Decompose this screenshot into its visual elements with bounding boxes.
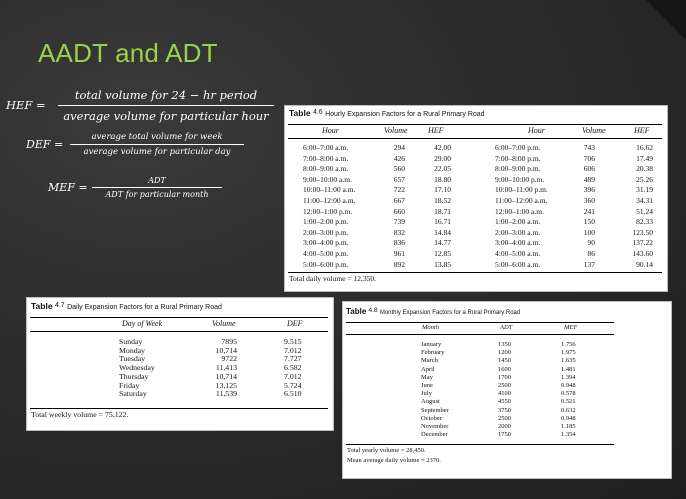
volume-cell: 137 <box>583 259 595 269</box>
header-hour: Hour <box>322 126 339 135</box>
volume-cell: 241 <box>583 206 595 216</box>
mef-fraction-bar <box>92 187 222 188</box>
month-column <box>421 341 449 439</box>
hef-cell: 18.52 <box>434 195 451 205</box>
mef-cell: 0.521 <box>561 398 576 406</box>
def-formula <box>26 132 256 166</box>
slide-title: AADT and ADT <box>38 38 218 68</box>
daily-table-label: Table <box>31 301 53 311</box>
hourly-table-label: Table <box>289 108 311 118</box>
hour-cell: 7:00–8:00 a.m. <box>303 153 349 163</box>
month-mef-column <box>561 341 576 439</box>
volume-cell: 396 <box>583 185 595 195</box>
hour-cell: 3:00–4:00 a.m. <box>495 238 541 248</box>
hour-cell: 6:00–7:00 a.m. <box>303 143 349 152</box>
hour-cell: 6:00–7:00 p.m. <box>495 143 541 152</box>
day-cell: Wednesday <box>119 363 155 373</box>
hef-cell: 20.38 <box>636 164 653 174</box>
day-column <box>119 338 155 399</box>
daily-table-caption <box>31 301 222 311</box>
hef-cell: 51.24 <box>636 206 653 216</box>
header-def: DEF <box>287 319 303 328</box>
header-day-of-week: Day of Week <box>122 319 163 328</box>
volume-cell: 606 <box>583 164 595 174</box>
adt-cell: 1700 <box>498 373 511 381</box>
month-cell: June <box>421 382 433 390</box>
volume-cell: 667 <box>393 195 405 205</box>
def-numerator: average total volume for week <box>91 132 223 142</box>
adt-cell: 1750 <box>498 431 511 439</box>
volume-cell: 836 <box>393 238 405 248</box>
volume-cell: 90 <box>587 238 595 248</box>
volume-cell: 10,714 <box>215 345 237 355</box>
volume-cell: 660 <box>393 206 405 216</box>
volume-cell: 13,125 <box>215 380 237 390</box>
daily-table-number: 4.7 <box>54 302 65 309</box>
mef-fraction <box>92 176 222 199</box>
def-denominator: average volume for particular day <box>83 147 231 157</box>
mef-cell: 1.975 <box>561 349 576 357</box>
volume-cell: 100 <box>583 227 595 237</box>
hourly-expansion-table <box>284 105 668 292</box>
mef-cell: 1.756 <box>561 341 576 348</box>
hef-cell: 17.49 <box>636 153 653 163</box>
adt-cell: 2500 <box>498 382 511 390</box>
month-cell: November <box>421 423 449 431</box>
def-cell: 7.012 <box>284 345 302 355</box>
hef-denominator: average volume for particular hour <box>63 109 269 123</box>
monthly-table-label: Table <box>346 307 367 316</box>
volume-cell: 489 <box>583 174 595 184</box>
monthly-table-header <box>346 322 614 335</box>
hef-cell: 90.14 <box>636 259 653 269</box>
month-cell: May <box>421 373 433 381</box>
volume-cell: 360 <box>583 195 595 205</box>
hef-cell: 13.85 <box>434 259 451 269</box>
hour-cell: 3:00–4:00 p.m. <box>303 238 349 248</box>
month-cell: September <box>421 406 449 414</box>
month-cell: August <box>421 398 440 406</box>
hef-cell: 18.80 <box>434 174 451 184</box>
adt-cell: 1450 <box>498 357 511 365</box>
mef-formula <box>48 176 238 206</box>
mef-cell: 0.632 <box>561 406 576 414</box>
daily-table-title: Daily Expansion Factors for a Rural Primary Road <box>67 304 222 311</box>
pm-hour-column <box>495 143 548 270</box>
volume-cell: 560 <box>393 164 405 174</box>
monthly-table-footer-yearly: Total yearly volume = 28,450. <box>347 447 426 454</box>
hourly-table-footer: Total daily volume = 12,350. <box>289 274 377 283</box>
hour-cell: 11:00–12:00 a.m. <box>495 195 548 205</box>
def-fraction-bar <box>70 144 244 145</box>
def-cell: 5.724 <box>284 380 302 390</box>
def-cell: 9.515 <box>284 337 302 346</box>
volume-cell: 657 <box>393 174 405 184</box>
hef-numerator: total volume for 24 − hr period <box>74 88 258 102</box>
volume-cell: 86 <box>587 248 595 258</box>
hourly-table-header <box>288 124 662 139</box>
am-hour-column <box>303 143 355 270</box>
month-cell: April <box>421 365 435 373</box>
hef-cell: 16.71 <box>434 217 451 227</box>
adt-cell: 2000 <box>498 423 511 431</box>
adt-cell: 3750 <box>498 406 511 414</box>
pm-volume-column <box>571 143 595 270</box>
month-cell: February <box>421 349 445 357</box>
hour-cell: 9:00–10:00 a.m. <box>303 174 352 184</box>
volume-cell: 9722 <box>221 354 237 364</box>
adt-cell: 4550 <box>498 398 511 406</box>
day-cell: Saturday <box>119 389 147 399</box>
hour-cell: 10:00–11:00 p.m. <box>495 185 548 195</box>
monthly-expansion-table <box>342 301 672 479</box>
volume-cell: 294 <box>393 143 405 152</box>
am-hef-column <box>421 143 451 270</box>
volume-cell: 7895 <box>221 337 237 346</box>
hourly-table-caption <box>289 108 485 118</box>
monthly-table-caption <box>346 307 520 316</box>
volume-cell: 11,413 <box>215 363 237 373</box>
monthly-table-number: 4.8 <box>368 307 378 314</box>
hour-cell: 4:00–5:00 p.m. <box>303 248 349 258</box>
hef-cell: 123.50 <box>632 227 653 237</box>
hef-cell: 137.22 <box>632 238 653 248</box>
month-cell: January <box>421 341 442 348</box>
header-hef: HEF <box>428 126 444 135</box>
hef-cell: 18.71 <box>434 206 451 216</box>
month-adt-column <box>498 341 511 439</box>
hourly-table-number: 4.6 <box>312 109 323 116</box>
daily-expansion-table <box>26 297 334 431</box>
hef-cell: 29.00 <box>434 153 451 163</box>
month-cell: July <box>421 390 432 398</box>
hef-fraction-bar <box>58 105 274 106</box>
header-volume: Volume <box>212 319 236 328</box>
volume-cell: 10,714 <box>215 371 237 381</box>
volume-cell: 739 <box>393 217 405 227</box>
volume-cell: 743 <box>583 143 595 152</box>
header-hef-pm: HEF <box>634 126 650 135</box>
hour-cell: 10:00–11:00 a.m. <box>303 185 356 195</box>
month-cell: October <box>421 414 442 422</box>
header-hour-pm: Hour <box>528 126 545 135</box>
hef-cell: 42.00 <box>434 143 451 152</box>
day-volume-column <box>195 338 237 399</box>
daily-table-bottom-rule <box>30 408 328 409</box>
header-mef: MEF <box>564 324 578 331</box>
hef-cell: 14.77 <box>434 238 451 248</box>
header-month: Month <box>422 324 439 331</box>
hef-fraction <box>58 88 274 123</box>
hef-cell: 22.05 <box>434 164 451 174</box>
hour-cell: 4:00–5:00 a.m. <box>495 248 541 258</box>
adt-cell: 1600 <box>498 365 511 373</box>
hourly-table-bottom-rule <box>288 272 662 273</box>
hef-cell: 143.60 <box>632 248 653 258</box>
hour-cell: 9:00–10:00 p.m. <box>495 174 545 184</box>
mef-cell: 1.354 <box>561 431 576 439</box>
hour-cell: 7:00–8:00 p.m. <box>495 153 541 163</box>
am-volume-column <box>381 143 405 270</box>
day-def-column <box>284 338 302 399</box>
header-adt: ADT <box>500 324 513 331</box>
pm-hef-column <box>623 143 653 270</box>
hour-cell: 12:00–1:00 p.m. <box>303 206 353 216</box>
mef-cell: 1.635 <box>561 357 576 365</box>
def-fraction <box>70 132 244 157</box>
hef-label: HEF = <box>6 98 46 112</box>
day-cell: Thursday <box>119 371 149 381</box>
hef-cell: 34.31 <box>636 195 653 205</box>
slide-corner-decoration <box>646 0 686 40</box>
hef-cell: 17.10 <box>434 185 451 195</box>
volume-cell: 832 <box>393 227 405 237</box>
hour-cell: 2:00–3:00 p.m. <box>303 227 349 237</box>
daily-table-header <box>30 317 328 332</box>
def-cell: 7.727 <box>284 354 302 364</box>
volume-cell: 722 <box>393 185 405 195</box>
hef-cell: 82.33 <box>636 217 653 227</box>
volume-cell: 961 <box>393 248 405 258</box>
day-cell: Tuesday <box>119 354 146 364</box>
hour-cell: 5:00–6:00 a.m. <box>495 259 541 269</box>
def-label: DEF = <box>26 138 64 151</box>
mef-cell: 0.948 <box>561 382 576 390</box>
mef-denominator: ADT for particular month <box>105 190 209 199</box>
mef-cell: 1.481 <box>561 365 576 373</box>
adt-cell: 4100 <box>498 390 511 398</box>
day-cell: Friday <box>119 380 140 390</box>
header-volume-pm: Volume <box>582 126 606 135</box>
def-cell: 6.510 <box>284 389 302 399</box>
mef-cell: 0.948 <box>561 414 576 422</box>
def-cell: 7.012 <box>284 371 302 381</box>
hef-cell: 12.85 <box>434 248 451 258</box>
hef-cell: 25.26 <box>636 174 653 184</box>
adt-cell: 1200 <box>498 349 511 357</box>
hourly-table-title: Hourly Expansion Factors for a Rural Primary Road <box>325 111 485 118</box>
hour-cell: 12:00–1:00 a.m. <box>495 206 544 216</box>
adt-cell: 2500 <box>498 414 511 422</box>
month-cell: March <box>421 357 438 365</box>
hour-cell: 1:00–2:00 a.m. <box>495 217 541 227</box>
hour-cell: 2:00–3:00 a.m. <box>495 227 541 237</box>
mef-label: MEF = <box>48 181 88 194</box>
def-cell: 6.582 <box>284 363 302 373</box>
hef-cell: 14.84 <box>434 227 451 237</box>
hef-cell: 16.62 <box>636 143 653 152</box>
hour-cell: 1:00–2:00 p.m. <box>303 217 349 227</box>
mef-cell: 0.578 <box>561 390 576 398</box>
volume-cell: 892 <box>393 259 405 269</box>
hef-cell: 31.19 <box>636 185 653 195</box>
daily-table-footer: Total weekly volume = 75,122. <box>31 410 129 419</box>
volume-cell: 426 <box>393 153 405 163</box>
mef-cell: 1.185 <box>561 423 576 431</box>
volume-cell: 11,539 <box>215 389 237 399</box>
volume-cell: 706 <box>583 153 595 163</box>
hour-cell: 5:00–6:00 p.m. <box>303 259 349 269</box>
mef-cell: 1.394 <box>561 373 576 381</box>
adt-cell: 1350 <box>498 341 511 348</box>
day-cell: Monday <box>119 345 145 355</box>
header-volume: Volume <box>384 126 408 135</box>
hef-formula <box>6 88 276 132</box>
day-cell: Sunday <box>119 337 143 346</box>
monthly-table-bottom-rule <box>346 444 614 445</box>
hour-cell: 11:00–12:00 a.m. <box>303 195 356 205</box>
hour-cell: 8:00–9:00 p.m. <box>495 164 541 174</box>
monthly-table-footer-mean: Mean average daily volume = 2370. <box>347 457 441 464</box>
mef-numerator: ADT <box>148 176 166 185</box>
month-cell: December <box>421 431 448 439</box>
volume-cell: 150 <box>583 217 595 227</box>
monthly-table-title: Monthly Expansion Factors for a Rural Primary Road <box>379 310 521 316</box>
hour-cell: 8:00–9:00 a.m. <box>303 164 349 174</box>
